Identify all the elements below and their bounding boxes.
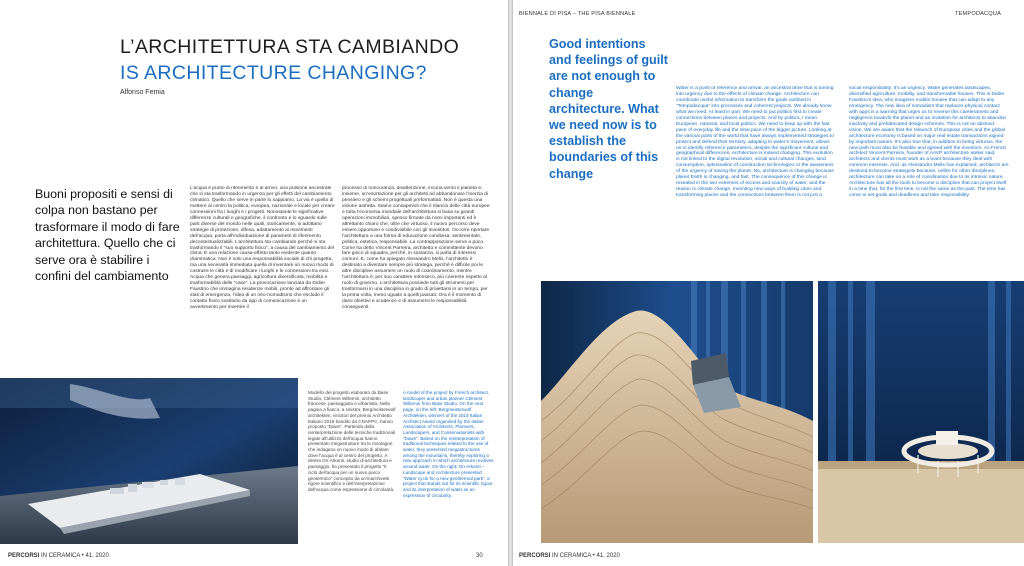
article-title-italian: L’ARCHITETTURA STA CAMBIANDO: [120, 36, 460, 58]
left-page: [0, 0, 508, 566]
magazine-footer: [8, 553, 109, 559]
architectural-model-image: [0, 378, 298, 544]
running-head-left: BIENNALE DI PISA – THE PISA BIENNALE: [519, 11, 636, 17]
magazine-brand: PERCORSI: [8, 553, 40, 559]
magazine-issue: IN CERAMICA • 41. 2020: [550, 553, 620, 559]
photo-caption-english: A model of the project by French architect, landscaper and urban planner Clément Willemin from Base Studio. On the next page, on the left: Bergmeisterwolf Architekten, winners of the 2019 Italian Architect Award organised by the Italian Association of Architects, Planners, Landscapers, and Conservationists with “Dawn”. Based on the reinterpretation of traditional techniques related to the use of water, they presented megastructures among the mountains, thereby exploring a new approach in which architecture revolves around water. On the right: On-Arkenti – Landscape and Architecture presented “Water cycle for a new geothermal park”, a project that stands out for its scientific rigour and its interpretation of water as an expression of circularity.: [403, 390, 494, 498]
page-number: 31: [985, 553, 992, 559]
body-column-italian-1: L’acqua è punto di riferimento e di arrivo, una pulsione ancestrale che si sta trasformando in urgenza per gli effetti del cambiamento climatico. Quello che serve in parte lo sappiamo. La via è quella di mettere al centro la politica, europea, nazionale e locale per creare connessioni fra i luoghi e i progetti. Nonostante le significative differenze culturali e geografiche, il confronto e lo sguardo sulle parti diverse del mondo nelle quali, storicamente, si adottano strategie di protezione, difesa, adattamento ai movimenti dell’acqua, porta all’individuazione di parametri di riferimento decontestualizzabili. L’architettura sta cambiando perché si sta trasformando il “suo supporto fisico”, a causa del cambiamento del clima. È una relazione causa-effetto tanto evidente quanto drammatica. Non è solo una responsabilità sociale di chi progetta, ma una necessità immediata quella di inventare un nuovo modo di costruire le città e di modificare i luoghi e le connessioni tra essi. Acqua che genera paesaggi, agricoltura diversificata, mobilità e trasformabilità delle “case”. La provocazione lanciata da Didier Faustino che immagina residenze mobili, pronte ad affrontare gli stati di emergenza, l’idea di un neo-nomadismo che esclude il contatto fisico sostituito da app di comunicazione è un avvertimento per invertire il: [190, 186, 335, 311]
lead-paragraph-italian: Buoni propositi e sensi di colpa non bastano per trasformare il modo di fare architettura. Quello che ci serve ora è stabilire i confini del cambiamento: [35, 187, 180, 284]
magazine-issue: IN CERAMICA • 41. 2020: [39, 553, 109, 559]
body-column-english-2: social responsibility. It’s an urgency. Water generates landscapes, diversified agriculture, mobility, and transformable houses. This is Didier Faustino’s idea, who imagines mobile houses that can adapt to any emergency. The new idea of nomadism that replaces physical contact with apps is a warning that urges us to reverse this carelessness and negligence towards the planet and an invitation for architects to abandon inactivity and prefabricated design schemes. This is not an abstract vision. We are aware that the relaunch of European cities and the global architecture economy is based on major real estate transactions signed by important names. It’s also true that, in addition to being virtuous, the new path must also be feasible and agreed with the investors. As French architect Vincent Parreira, founder of AAVP architecture atelier said, architects and clients must work as a team because they deal with common interests. And, as Alessandro Melis has explained, architects are destined to become strategists because, unlike for other disciplines, architecture can take on a role of coordination due to its intrinsic nature. Architecture has all the tools to become a discipline that can project itself in a time that, for the first time, is not the same as the past. The time has come to set goals and deadlines and take responsibility.: [849, 86, 1009, 199]
article-title-english: IS ARCHITECTURE CHANGING?: [120, 62, 427, 84]
ring-model-image: [818, 281, 1024, 543]
model-photo: [0, 378, 298, 544]
magazine-brand: PERCORSI: [519, 553, 551, 559]
magazine-footer: [519, 553, 620, 559]
ceramic-landscape-image: [541, 281, 813, 543]
page-number: 30: [476, 553, 483, 559]
dawn-model-photo: [541, 281, 813, 543]
pull-quote-english: Good intentions and feelings of guilt are not enough to change architecture. What we need now is to establish the boundaries of this change: [549, 37, 668, 181]
photo-caption-italian: Modello del progetto elaborato da Base Studio, Clément Willemin, architetto francese, paesaggista e urbanista. Nella pagina a fianco, a sinistra, Bergmeisterwolf architekten, vincitori del premio Architetto Italiano 2019 bandito da CNAPPC, hanno proposto “Dawn”. Partendo dalla reinterpretazione delle tecniche tradizionali legate all’utilizzo dell’acqua hanno presentato megastrutture tra le montagne che indagano un nuovo modo di abitare dove l’acqua è al centro del progetto. A destra On-Arkenti, studio di architettura e paesaggio, ha presentato il progetto “Il ciclo dell’acqua per un nuovo parco geotermico” concepito da un’inarchivetè rigore scientifico e dell’interpretazione dell’acqua come espressione di circolarità.: [308, 390, 396, 492]
running-head-right: TEMPODACQUA: [955, 11, 1002, 17]
body-column-italian-2: processo di noncuranza, disattenzione, incuria verso il pianeta e, insieme, un’esortazione per gli architetti ad abbandonare l’inerzia di pensiero e gli schemi progettuali preformattati. Non è questa una visione astratta. Siamo consapevoli che il rilancio delle città europee e tutta l’economia mondiale dell’architettura si basa su grandi operazioni immobiliari, spesso firmate da nomi importanti ed è altrettanto chiaro che, oltre che virtuoso, il nuovo percorso deve essere opportuno e condivisibile con gli investitori. Occorre riportare l’architettura a una forma di educazione condivisa: sentimentale, politica, estetica, responsabile. La contrapposizione serve a poco. Come ha detto Vincent Parreira, architetto e committente devono fare gioco di squadra, perché, in sostanza, si parla di interessi comuni. E, come ha spiegato Alessandro Melis, l’architetto è destinato a diventare sempre più stratega, perché è difficile poi le altre discipline assumere un ruolo di coordinamento, mentre l’architettura è, per suo carattere intrinseco, più coerente rispetto al ruolo di governo. L’architettura possiede tutti gli strumenti per trasformarsi in una disciplina in grado di proiettarsi in un tempo, per la prima volta, meno uguale a quelli passati. Ora è il momento di darsi obiettivi e scadenze e di assumersi le responsabilità conseguenti.: [342, 186, 490, 311]
author-name: Alfonso Femia: [120, 89, 165, 96]
geothermal-park-model-photo: [818, 281, 1024, 543]
body-column-english-1: Water is a point of reference and arrival, an ancestral drive that is turning into urgency due to the effects of climate change. Architecture can coordinate useful information to transform the goals outlined in “Tempodacqua” into processes and coherent projects. We already know what we need. At least in part. We need to put politics first to create connections between places and projects. And by politics, I mean European, national, and local politics. We need to keep up with the fast pace of everyday life and the slow pace of the bigger picture. Looking at the various parts of the world that have always implemented strategies to protect and defend their territory, adapting to water’s movement, allows us to identify reference parameters, despite the significant cultural and geographical differences. Architecture is indeed changing. This evolution is not linked to the digital revolution, social and cultural changes, land consumption, optimisation of construction technologies or the awareness of the urgency of saving the planet. No, architecture is changing because planet Earth is changing, and fast. The consequence of this change is revealed in the two extremes of excess and scarcity of water, and the reason is climate change. Inventing new ways of building cities and transforming places and the connections between them is not just a: [676, 86, 834, 199]
right-page: [513, 0, 1024, 566]
